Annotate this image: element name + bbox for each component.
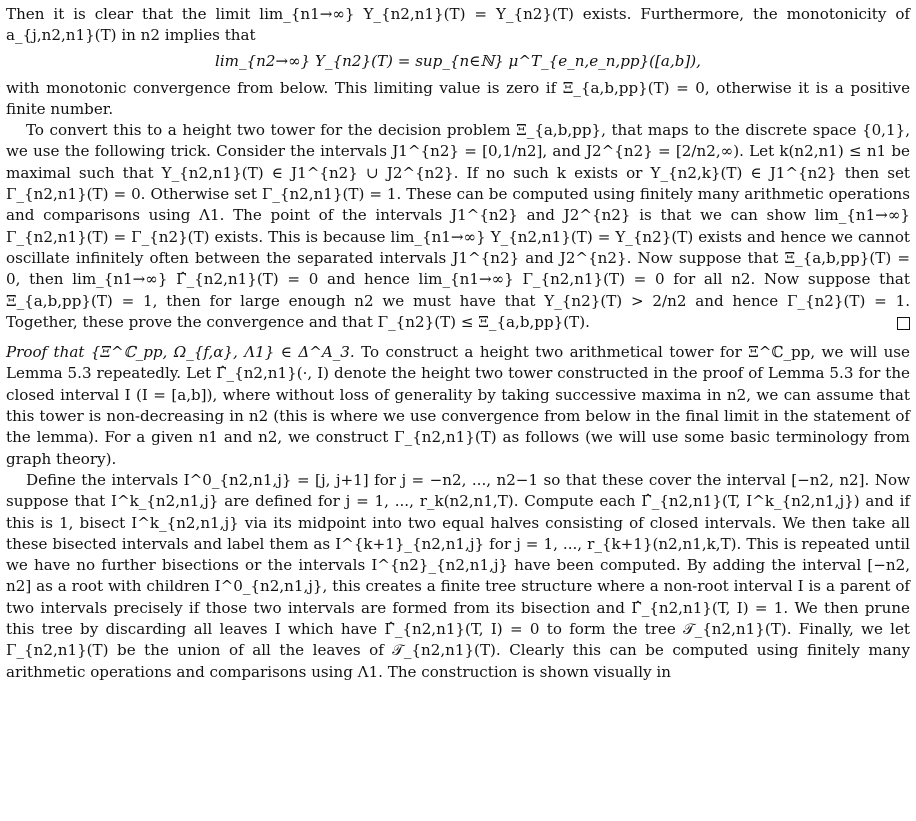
paragraph-monotonic-convergence: with monotonic convergence from below. This limiting value is zero if Ξ_{a,b,pp}(T) = 0, otherwise it is a positive finite number. [6, 78, 910, 118]
proof-lead-in: Proof that {Ξ^ℂ_pp, Ω_{f,α}, Λ1} ∈ Δ^A_3. [6, 343, 355, 362]
proof-body-text: To construct a height two arithmetical tower for Ξ^ℂ_pp, we will use Lemma 5.3 repeatedly. Let Γ̂_{n2,n1}(·, I) denote the height two tower constructed in the proof of Lemma 5.3 for the closed interval I (I = [a,b]), where without loss of generality by taking successive maxima in n2, we can assume that this tower is non-decreasing in n2 (this is where we use convergence from below in the final limit in the statement of the lemma). For a given n1 and n2, we construct Γ_{n2,n1}(T) as follows (we will use some basic terminology from graph theory). [6, 343, 910, 468]
paragraph-height-two-tower [6, 120, 910, 333]
paragraph-proof-arithmetical-tower [6, 342, 910, 470]
paragraph-define-intervals: Define the intervals I^0_{n2,n1,j} = [j, j+1] for j = −n2, ..., n2−1 so that these cover the interval [−n2, n2]. Now suppose that I^k_{n2,n1,j} are defined for j = 1, ..., r_k(n2,n1,T). Compute each Γ̂_{n2,n1}(T, I^k_{n2,n1,j}) and if this is 1, bisect I^k_{n2,n1,j} via its midpoint into two equal halves consisting of closed intervals. We then take all these bisected intervals and label them as I^{k+1}_{n2,n1,j} for j = 1, ..., r_{k+1}(n2,n1,k,T). This is repeated until we have no further bisections or the intervals I^{n2}_{n2,n1,j} have been computed. By adding the interval [−n2, n2] as a root with children I^0_{n2,n1,j}, this creates a finite tree structure where a non-root interval I is a parent of two intervals precisely if those two intervals are formed from its bisection and Γ̂_{n2,n1}(T, I) = 1. We then prune this tree by discarding all leaves I which have Γ̂_{n2,n1}(T, I) = 0 to form the tree 𝒯_{n2,n1}(T). Finally, we let Γ_{n2,n1}(T) be the union of all the leaves of 𝒯_{n2,n1}(T). Clearly this can be computed using finitely many arithmetic operations and comparisons using Λ1. The construction is shown visually in [6, 470, 910, 681]
paragraph-height-two-tower-text: To convert this to a height two tower for the decision problem Ξ_{a,b,pp}, that maps to the discrete space {0,1}, we use the following trick. Consider the intervals J1^{n2} = [0,1/n2], and J2^{n2} = [2/n2,∞). Let k(n2,n1) ≤ n1 be maximal such that Υ_{n2,n1}(T) ∈ J1^{n2} ∪ J2^{n2}. If no such k exists or Υ_{n2,k}(T) ∈ J1^{n2} then set Γ_{n2,n1}(T) = 0. Otherwise set Γ_{n2,n1}(T) = 1. These can be computed using finitely many arithmetic operations and comparisons using Λ1. The point of the intervals J1^{n2} and J2^{n2} is that we can show lim_{n1→∞} Γ_{n2,n1}(T) = Γ_{n2}(T) exists. This is because lim_{n1→∞} Υ_{n2,n1}(T) = Υ_{n2}(T) exists and hence we cannot oscillate infinitely often between the separated intervals J1^{n2} and J2^{n2}. Now suppose that Ξ_{a,b,pp}(T) = 0, then lim_{n1→∞} Γ̂_{n2,n1}(T) = 0 and hence lim_{n1→∞} Γ_{n2,n1}(T) = 0 for all n2. Now suppose that Ξ_{a,b,pp}(T) = 1, then for large enough n2 we must have that Υ_{n2}(T) > 2/n2 and hence Γ_{n2}(T) = 1. Together, these prove the convergence and that Γ_{n2}(T) ≤ Ξ_{a,b,pp}(T). [6, 121, 910, 331]
paragraph-limit-intro: Then it is clear that the limit lim_{n1→∞} Υ_{n2,n1}(T) = Υ_{n2}(T) exists. Furthermore, the monotonicity of a_{j,n2,n1}(T) in n2 implies that [6, 5, 910, 45]
display-equation-limit: lim_{n2→∞} Υ_{n2}(T) = sup_{n∈ℕ} μ^T_{e_n,e_n,pp}([a,b]), [215, 51, 701, 70]
qed-square-icon [897, 317, 910, 330]
